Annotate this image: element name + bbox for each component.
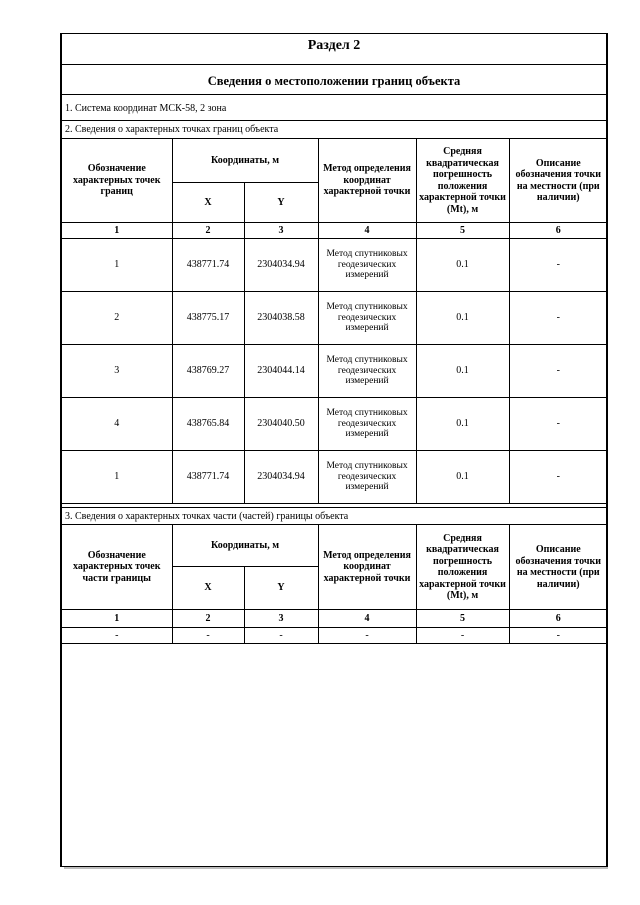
cell-x: 438771.74 [172,239,244,292]
cell-y: 2304044.14 [244,345,318,398]
cell-description: - [509,628,607,644]
table-row [62,398,607,451]
col-number: 5 [416,223,509,239]
table-row [62,451,607,504]
cell-method: Метод спутниковых геодезических измерений [318,292,416,345]
col-number: 2 [172,610,244,628]
cell-point: 1 [62,239,172,292]
table-row [62,292,607,345]
cell-y: 2304040.50 [244,398,318,451]
points-header-y: Y [244,183,318,223]
parts-header-description: Описание обозначения точки на местности (при наличии) [509,525,607,610]
cell-point: 1 [62,451,172,504]
cell-method: Метод спутниковых геодезических измерений [318,239,416,292]
table-row [62,345,607,398]
cell-error: 0.1 [416,239,509,292]
col-number: 4 [318,223,416,239]
cell-error: 0.1 [416,451,509,504]
cell-description: - [509,451,607,504]
points-header-designation: Обозначение характерных точек границ [62,139,172,223]
points-header-method: Метод определения координат характерной точки [318,139,416,223]
frame-shadow-bottom [64,867,608,869]
section-subtitle-text: Сведения о местоположении границ объекта [207,74,461,88]
coord-system-text: 1. Система координат МСК-58, 2 зона [65,103,227,114]
parts-heading-line [62,507,606,525]
cell-error: 0.1 [416,345,509,398]
cell-method: Метод спутниковых геодезических измерений [318,398,416,451]
coord-system-line [62,95,606,121]
cell-point: - [62,628,172,644]
parts-header-y: Y [244,567,318,610]
cell-x: - [172,628,244,644]
col-number: 4 [318,610,416,628]
cell-x: 438769.27 [172,345,244,398]
cell-y: 2304034.94 [244,239,318,292]
points-heading-line [62,121,606,139]
cell-error: - [416,628,509,644]
cell-description: - [509,398,607,451]
points-header-x: X [172,183,244,223]
table-row [62,239,607,292]
cell-y: - [244,628,318,644]
points-header-coords: Координаты, м [172,139,318,183]
cell-point: 2 [62,292,172,345]
cell-point: 4 [62,398,172,451]
parts-header-error: Средняя квадратическая погрешность положения характерной точки (Mt), м [416,525,509,610]
cell-error: 0.1 [416,398,509,451]
parts-header-designation: Обозначение характерных точек части границы [62,525,172,610]
parts-header-x: X [172,567,244,610]
parts-table [62,524,607,644]
points-header-description: Описание обозначения точки на местности (при наличии) [509,139,607,223]
section-title-text: Раздел 2 [307,38,361,53]
cell-x: 438765.84 [172,398,244,451]
col-number: 1 [62,223,172,239]
parts-number-row [62,610,607,628]
cell-method: Метод спутниковых геодезических измерений [318,451,416,504]
col-number: 3 [244,223,318,239]
col-number: 2 [172,223,244,239]
cell-method: - [318,628,416,644]
section-subtitle [62,65,606,95]
cell-error: 0.1 [416,292,509,345]
col-number: 5 [416,610,509,628]
cell-x: 438771.74 [172,451,244,504]
col-number: 6 [509,610,607,628]
table-row [62,628,607,644]
points-number-row [62,223,607,239]
col-number: 1 [62,610,172,628]
cell-description: - [509,239,607,292]
cell-description: - [509,345,607,398]
cell-method: Метод спутниковых геодезических измерений [318,345,416,398]
points-header-error: Средняя квадратическая погрешность положения характерной точки (Mt), м [416,139,509,223]
parts-heading-text: 3. Сведения о характерных точках части (частей) границы объекта [65,511,349,522]
cell-x: 438775.17 [172,292,244,345]
cell-y: 2304038.58 [244,292,318,345]
cell-description: - [509,292,607,345]
parts-header-coords: Координаты, м [172,525,318,567]
col-number: 6 [509,223,607,239]
section-title [62,34,606,65]
parts-header-method: Метод определения координат характерной точки [318,525,416,610]
col-number: 3 [244,610,318,628]
cell-point: 3 [62,345,172,398]
points-heading-text: 2. Сведения о характерных точках границ объекта [65,124,279,135]
cell-y: 2304034.94 [244,451,318,504]
points-table [62,138,607,504]
document-frame [60,33,608,867]
